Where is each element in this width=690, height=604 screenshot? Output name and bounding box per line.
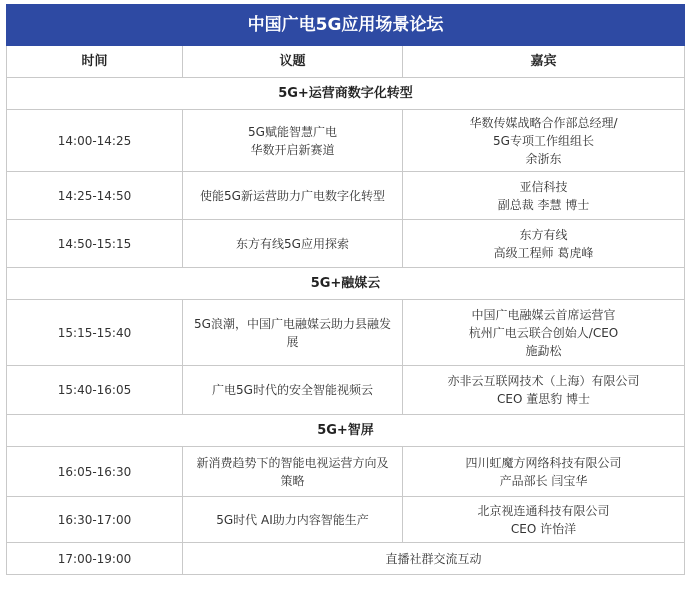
forum-agenda xyxy=(6,4,684,575)
time-cell: 16:30-17:00 xyxy=(7,497,183,543)
time-cell: 14:25-14:50 xyxy=(7,172,183,220)
header-topic: 议题 xyxy=(183,46,403,78)
section-row xyxy=(7,268,685,300)
guest-cell: 中国广电融媒云首席运营官 杭州广电云联合创始人/CEO 施勐松 xyxy=(403,300,685,366)
time-cell: 16:05-16:30 xyxy=(7,447,183,497)
table-row xyxy=(7,447,685,497)
topic-cell: 东方有线5G应用探索 xyxy=(183,220,403,268)
agenda-table xyxy=(6,4,685,575)
table-row xyxy=(7,110,685,172)
time-cell: 17:00-19:00 xyxy=(7,543,183,575)
time-cell: 14:50-15:15 xyxy=(7,220,183,268)
closing-activity: 直播社群交流互动 xyxy=(183,543,685,575)
guest-cell: 亚信科技 副总裁 李慧 博士 xyxy=(403,172,685,220)
topic-cell: 5G时代 AI助力内容智能生产 xyxy=(183,497,403,543)
time-cell: 15:15-15:40 xyxy=(7,300,183,366)
guest-cell: 亦非云互联网技术（上海）有限公司 CEO 董思豹 博士 xyxy=(403,366,685,415)
header-guest: 嘉宾 xyxy=(403,46,685,78)
topic-cell: 使能5G新运营助力广电数字化转型 xyxy=(183,172,403,220)
header-row xyxy=(7,46,685,78)
guest-cell: 四川虹魔方网络科技有限公司 产品部长 闫宝华 xyxy=(403,447,685,497)
table-row xyxy=(7,497,685,543)
table-row xyxy=(7,366,685,415)
guest-cell: 东方有线 高级工程师 葛虎峰 xyxy=(403,220,685,268)
section-row xyxy=(7,415,685,447)
title-row xyxy=(7,5,685,46)
topic-cell: 广电5G时代的安全智能视频云 xyxy=(183,366,403,415)
closing-row xyxy=(7,543,685,575)
table-row xyxy=(7,220,685,268)
time-cell: 15:40-16:05 xyxy=(7,366,183,415)
topic-cell: 5G赋能智慧广电 华数开启新赛道 xyxy=(183,110,403,172)
header-time: 时间 xyxy=(7,46,183,78)
table-row xyxy=(7,172,685,220)
topic-cell: 新消费趋势下的智能电视运营方向及 策略 xyxy=(183,447,403,497)
topic-cell: 5G浪潮，中国广电融媒云助力县融发 展 xyxy=(183,300,403,366)
time-cell: 14:00-14:25 xyxy=(7,110,183,172)
section-title: 5G+智屏 xyxy=(7,415,685,447)
section-title: 5G+运营商数字化转型 xyxy=(7,78,685,110)
section-title: 5G+融媒云 xyxy=(7,268,685,300)
agenda-title: 中国广电5G应用场景论坛 xyxy=(7,5,685,46)
section-row xyxy=(7,78,685,110)
guest-cell: 华数传媒战略合作部总经理/ 5G专项工作组组长 余浙东 xyxy=(403,110,685,172)
guest-cell: 北京视连通科技有限公司 CEO 许怡洋 xyxy=(403,497,685,543)
table-row xyxy=(7,300,685,366)
